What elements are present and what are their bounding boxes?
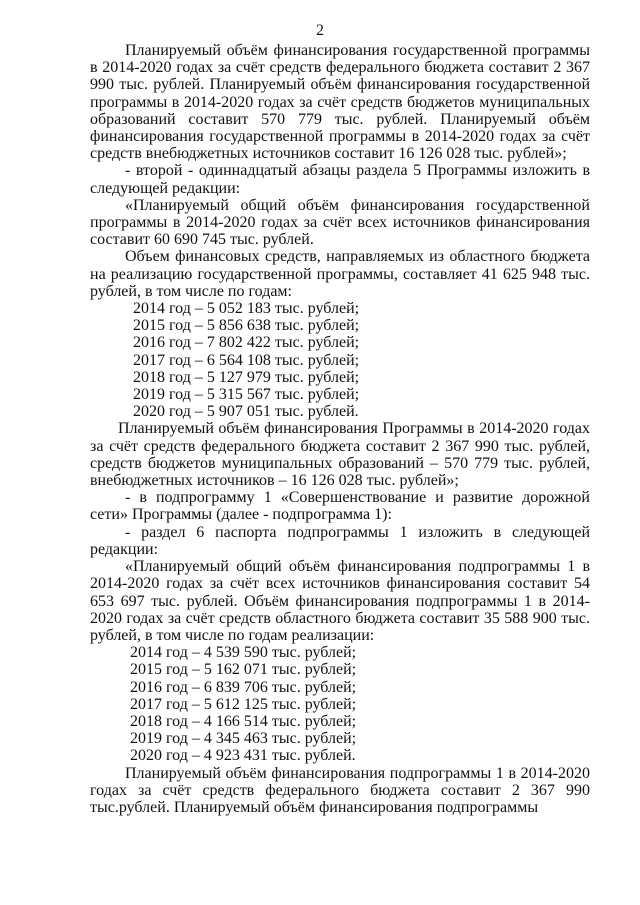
year-list-subprogram (90, 644, 590, 764)
page-number: 2 (316, 22, 324, 39)
year-item: 2020 год – 5 907 051 тыс. рублей. (133, 403, 359, 421)
year-item: 2014 год – 5 052 183 тыс. рублей; (133, 300, 360, 318)
paragraph-2: - второй - одиннадцатый абзацы раздела 5 Программы изложить в следующей редакции: (90, 162, 590, 197)
year-item: 2016 год – 7 802 422 тыс. рублей; (133, 334, 360, 352)
paragraph-9: Планируемый объём финансирования подпрограммы 1 в 2014-2020 годах за счёт средств федерального бюджета составит 2 367 990 тыс.рублей. Планируемый объём финансирования подпрограммы (90, 764, 590, 816)
year-item: 2019 год – 4 345 463 тыс. рублей; (130, 730, 357, 748)
year-item: 2014 год – 4 539 590 тыс. рублей; (130, 644, 357, 662)
year-list-program (90, 300, 590, 420)
paragraph-6: - в подпрограмму 1 «Совершенствование и развитие дорожной сети» Программы (далее - подпрограмма 1): (90, 489, 590, 524)
year-item: 2015 год – 5 162 071 тыс. рублей; (130, 661, 357, 679)
document-body (90, 42, 590, 816)
year-item: 2015 год – 5 856 638 тыс. рублей; (133, 317, 360, 335)
paragraph-8: «Планируемый общий объём финансирования подпрограммы 1 в 2014-2020 годах за счёт всех источников финансирования составит 54 653 697 тыс. рублей. Объём финансирования подпрограммы 1 в 2014-2020 годах за счёт средств областного бюджета составит 35 588 900 тыс. рублей, в том числе по годам реализации: (90, 558, 590, 644)
year-item: 2017 год – 6 564 108 тыс. рублей; (133, 351, 360, 369)
paragraph-3: «Планируемый общий объём финансирования государственной программы в 2014-2020 годах за счёт всех источников финансирования составит 60 690 745 тыс. рублей. (90, 196, 590, 249)
paragraph-5: Планируемый объём финансирования Программы в 2014-2020 годах за счёт средств федерального бюджета составит 2 367 990 тыс. рублей, средств бюджетов муниципальных образований – 570 779 тыс. рублей, внебюджетных источников – 16 126 028 тыс. рублей»; (90, 420, 590, 490)
paragraph-1: Планируемый объём финансирования государственной программы в 2014-2020 годах за счёт средств федерального бюджета составит 2 367 990 тыс. рублей. Планируемый объём финансирования государственной программы в 2014-2020 годах за счёт средств бюджетов муниципальных образований составит 570 779 тыс. рублей. Планируемый объём финансирования государственной программы в 2014-2020 годах за счёт средств внебюджетных источников составит 16 126 028 тыс. рублей»; (90, 42, 590, 163)
year-item: 2016 год – 6 839 706 тыс. рублей; (130, 678, 357, 696)
year-item: 2017 год – 5 612 125 тыс. рублей; (130, 695, 357, 713)
paragraph-7: - раздел 6 паспорта подпрограммы 1 изложить в следующей редакции: (90, 523, 590, 558)
paragraph-4: Объем финансовых средств, направляемых из областного бюджета на реализацию государственной программы, составляет 41 625 948 тыс. рублей, в том числе по годам: (90, 248, 590, 300)
year-item: 2020 год – 4 923 431 тыс. рублей. (130, 747, 356, 765)
year-item: 2019 год – 5 315 567 тыс. рублей; (133, 386, 360, 404)
year-item: 2018 год – 5 127 979 тыс. рублей; (133, 368, 360, 386)
year-item: 2018 год – 4 166 514 тыс. рублей; (130, 712, 357, 730)
